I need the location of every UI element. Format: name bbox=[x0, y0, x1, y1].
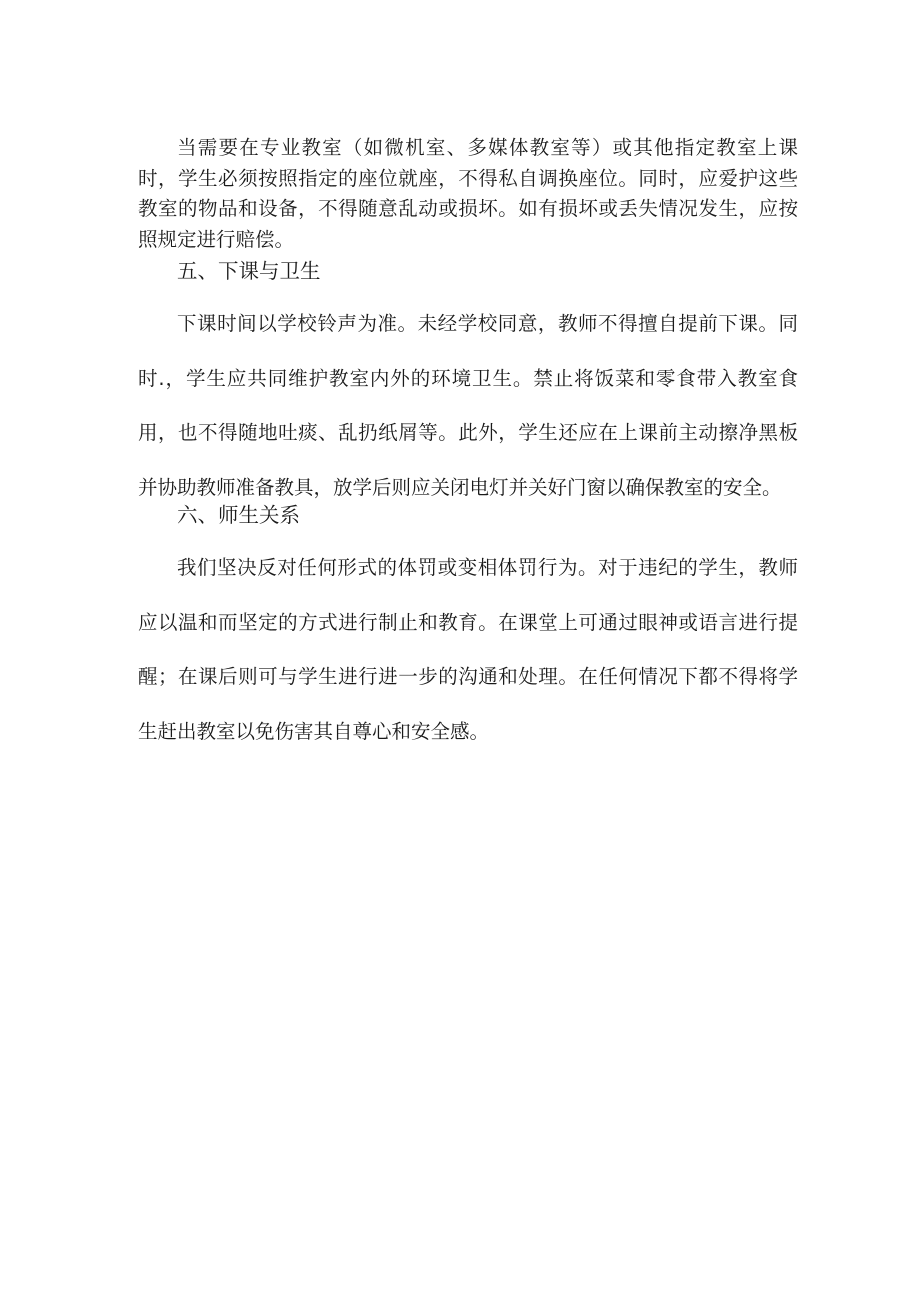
paragraph-teacher-student: 我们坚决反对任何形式的体罚或变相体罚行为。对于违纪的学生，教师应以温和而坚定的方式进行制止和教育。在课堂上可通过眼神或语言进行提醒；在课后则可与学生进行进一步的沟通和处理。在任何情况下都不得将学生赶出教室以免伤害其自尊心和安全感。 bbox=[138, 556, 798, 743]
paragraph-dismissal-hygiene: 下课时间以学校铃声为准。未经学校同意，教师不得擅自提前下课。同时.，学生应共同维护教室内外的环境卫生。禁止将饭菜和零食带入教室食用，也不得随地吐痰、乱扔纸屑等。此外，学生还应在上课前主动擦净黑板并协助教师准备教具，放学后则应关闭电灯并关好门窗以确保教室的安全。 bbox=[138, 312, 798, 499]
section-heading-dismissal-hygiene: 五、下课与卫生 bbox=[177, 259, 321, 283]
section-heading-teacher-student: 六、师生关系 bbox=[177, 503, 300, 527]
paragraph-classroom-rules: 当需要在专业教室（如微机室、多媒体教室等）或其他指定教室上课时，学生必须按照指定的座位就座，不得私自调换座位。同时，应爱护这些教室的物品和设备，不得随意乱动或损坏。如有损坏或丢失情况发生，应按照规定进行赔偿。 bbox=[138, 136, 798, 251]
